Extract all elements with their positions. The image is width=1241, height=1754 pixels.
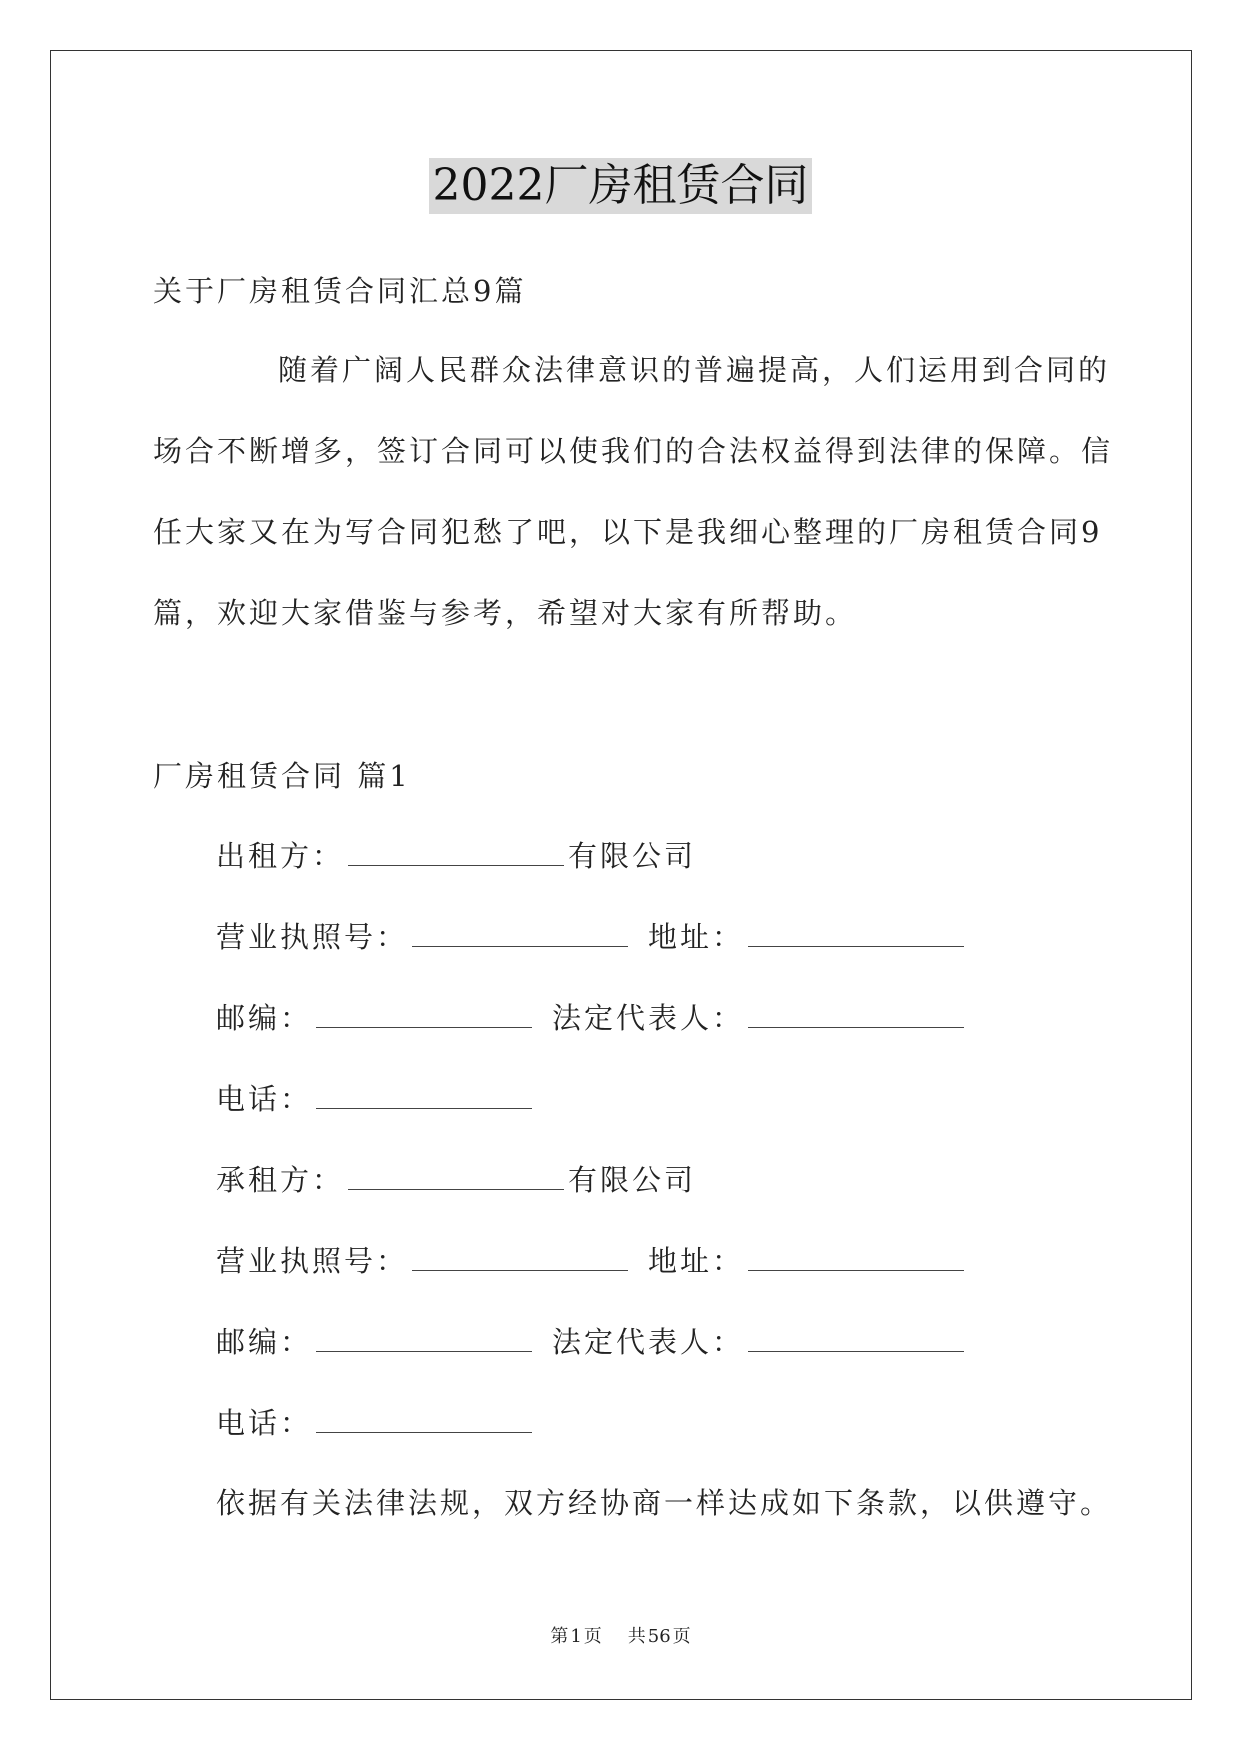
lessee-license-row xyxy=(216,1240,968,1281)
lessor-license-label: 营业执照号： xyxy=(216,920,409,954)
lessee-suffix: 有限公司 xyxy=(568,1163,697,1197)
closing-statement: 依据有关法律法规，双方经协商一样达成如下条款，以供遵守。 xyxy=(216,1486,1113,1520)
page-footer xyxy=(0,1625,1241,1649)
lessee-license-blank[interactable] xyxy=(412,1240,628,1271)
lessee-label: 承租方： xyxy=(216,1163,345,1197)
lessee-address-label: 地址： xyxy=(648,1244,745,1278)
lessee-address-blank[interactable] xyxy=(748,1240,964,1271)
lessee-rep-blank[interactable] xyxy=(748,1321,964,1352)
title-container xyxy=(0,158,1241,214)
lessee-postcode-label: 邮编： xyxy=(216,1325,313,1359)
footer-page-suffix: 页 xyxy=(583,1626,602,1647)
lessee-postcode-row xyxy=(216,1321,968,1362)
lessee-phone-row xyxy=(216,1402,536,1443)
lessor-label: 出租方： xyxy=(216,839,345,873)
lessor-postcode-row xyxy=(216,997,968,1038)
lessor-postcode-label: 邮编： xyxy=(216,1001,313,1035)
lessor-phone-row xyxy=(216,1078,536,1119)
footer-page-prefix: 第 xyxy=(550,1626,569,1647)
lessor-name-row xyxy=(216,835,696,876)
lessee-name-blank[interactable] xyxy=(348,1159,564,1190)
footer-page-number: 1 xyxy=(570,1626,582,1647)
lessor-rep-label: 法定代表人： xyxy=(552,1001,745,1035)
lessee-name-row xyxy=(216,1159,696,1200)
lessee-license-label: 营业执照号： xyxy=(216,1244,409,1278)
lessor-phone-label: 电话： xyxy=(216,1082,313,1116)
section-heading: 厂房租赁合同 篇1 xyxy=(153,759,411,793)
lessee-phone-label: 电话： xyxy=(216,1406,313,1440)
lessee-phone-blank[interactable] xyxy=(316,1402,532,1433)
lessor-address-label: 地址： xyxy=(648,920,745,954)
lessor-name-blank[interactable] xyxy=(348,835,564,866)
document-title: 2022厂房租赁合同 xyxy=(429,158,813,214)
intro-line-1: 随着广阔人民群众法律意识的普遍提高，人们运用到合同的 xyxy=(278,353,1111,387)
intro-line-2: 场合不断增多，签订合同可以使我们的合法权益得到法律的保障。信 xyxy=(153,434,1114,468)
lessor-rep-blank[interactable] xyxy=(748,997,964,1028)
lessor-postcode-blank[interactable] xyxy=(316,997,532,1028)
lessor-address-blank[interactable] xyxy=(748,916,964,947)
lessee-rep-label: 法定代表人： xyxy=(552,1325,745,1359)
intro-line-3: 任大家又在为写合同犯愁了吧，以下是我细心整理的厂房租赁合同9 xyxy=(153,515,1103,549)
lessor-license-blank[interactable] xyxy=(412,916,628,947)
lessor-license-row xyxy=(216,916,968,957)
document-subtitle: 关于厂房租赁合同汇总9篇 xyxy=(153,274,527,308)
intro-line-4: 篇，欢迎大家借鉴与参考，希望对大家有所帮助。 xyxy=(153,596,858,630)
lessee-postcode-blank[interactable] xyxy=(316,1321,532,1352)
lessor-phone-blank[interactable] xyxy=(316,1078,532,1109)
footer-total-suffix: 页 xyxy=(672,1626,691,1647)
footer-total-pages: 56 xyxy=(647,1626,671,1647)
footer-total-prefix: 共 xyxy=(627,1626,646,1647)
lessor-suffix: 有限公司 xyxy=(568,839,697,873)
